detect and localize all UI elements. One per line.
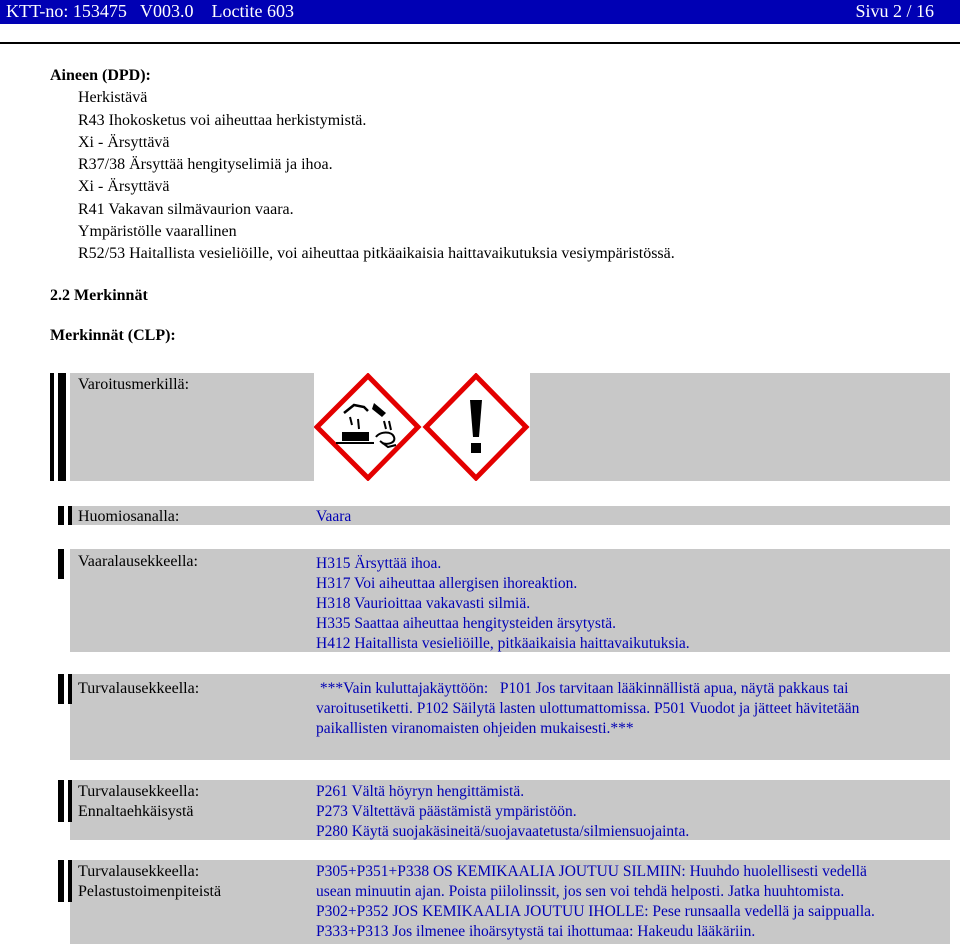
dpd-line: R52/53 Haitallista vesieliöille, voi aiheuttaa pitkäaikaisia haittavaikutuksia vesiympäristössä. — [78, 245, 675, 263]
prevention-line: P280 Käytä suojakäsineitä/suojavaatetusta/silmiensuojainta. — [316, 823, 690, 840]
row-marker — [58, 373, 66, 481]
precaution-line: ***Vain kuluttajakäyttöön: P101 Jos tarvitaan lääkinnällistä apua, näytä pakkaus tai — [316, 680, 849, 697]
hazard-line: H318 Vaurioittaa vakavasti silmiä. — [316, 595, 531, 612]
dpd-line: R41 Vakavan silmävaurion vaara. — [78, 200, 294, 218]
row-marker — [58, 549, 64, 579]
hazard-label: Vaaralausekkeella: — [78, 553, 198, 570]
dpd-line: Herkistävä — [78, 89, 148, 107]
dpd-classification — [50, 65, 675, 266]
dpd-line: Xi - Ärsyttävä — [78, 133, 170, 151]
page-number: Sivu 2 / 16 — [855, 1, 934, 21]
dpd-label: Aineen (DPD): — [50, 67, 151, 84]
prevention-label-line: Ennaltaehkäisystä — [78, 803, 194, 820]
row-marker — [58, 506, 64, 525]
hazard-line: H412 Haitallista vesieliöille, pitkäaikaisia haittavaikutuksia. — [316, 635, 690, 652]
section-subtitle: Merkinnät (CLP): — [50, 327, 176, 344]
section-title: 2.2 Merkinnät — [50, 287, 148, 304]
row-marker — [68, 860, 72, 902]
response-label — [78, 862, 221, 902]
hazard-line: H335 Saattaa aiheuttaa hengitysteiden ärsytystä. — [316, 615, 617, 632]
signal-label: Huomiosanalla: — [78, 508, 180, 525]
row-marker — [50, 373, 54, 481]
signal-word: Vaara — [316, 508, 352, 525]
header-divider — [0, 42, 960, 44]
signal-row — [70, 506, 950, 525]
page-header — [0, 0, 960, 24]
prevention-label — [78, 782, 199, 822]
row-marker — [58, 860, 64, 902]
corrosion-icon — [317, 376, 418, 478]
exclamation-mark-icon — [426, 376, 526, 478]
row-marker — [68, 674, 72, 704]
dpd-line: R43 Ihokosketus voi aiheuttaa herkistymistä. — [78, 111, 367, 129]
row-marker — [58, 674, 64, 704]
precaution-line: paikallisten viranomaisten ohjeiden mukaisesti.*** — [316, 720, 634, 737]
response-line: usean minuutin ajan. Poista piilolinssit, jos sen voi tehdä helposti. Jatka huuhtomista. — [316, 883, 845, 900]
prevention-line: P273 Vältettävä päästämistä ympäristöön. — [316, 803, 577, 820]
dpd-line: Ympäristölle vaarallinen — [78, 223, 237, 241]
row-marker — [68, 506, 72, 525]
document-id: KTT-no: 153475 V003.0 Loctite 603 — [6, 1, 294, 21]
row-marker — [58, 780, 64, 822]
response-label-line: Turvalausekkeella: — [78, 863, 200, 880]
pictogram-svg — [314, 373, 530, 481]
response-label-line: Pelastustoimenpiteistä — [78, 883, 222, 900]
hazard-line: H317 Voi aiheuttaa allergisen ihoreaktion. — [316, 575, 578, 592]
precaution-line: varoitusetiketti. P102 Säilytä lasten ulottumattomissa. P501 Vuodot ja jätteet hävitetään — [316, 700, 860, 717]
pictogram-label: Varoitusmerkillä: — [78, 376, 190, 393]
row-marker — [68, 780, 72, 822]
pictogram-area — [314, 373, 530, 481]
dpd-line: R37/38 Ärsyttää hengityselimiä ja ihoa. — [78, 156, 333, 174]
response-line: P333+P313 Jos ilmenee ihoärsytystä tai ihottumaa: Hakeudu lääkäriin. — [316, 923, 756, 940]
precaution-label: Turvalausekkeella: — [78, 680, 200, 697]
hazard-line: H315 Ärsyttää ihoa. — [316, 555, 442, 572]
response-line: P302+P352 JOS KEMIKAALIA JOUTUU IHOLLE: Pese runsaalla vedellä ja saippualla. — [316, 903, 875, 920]
prevention-line: P261 Vältä höyryn hengittämistä. — [316, 783, 525, 800]
response-line: P305+P351+P338 OS KEMIKAALIA JOUTUU SILMIIN: Huuhdo huolellisesti vedellä — [316, 863, 867, 880]
prevention-label-line: Turvalausekkeella: — [78, 783, 200, 800]
dpd-line: Xi - Ärsyttävä — [78, 178, 170, 196]
